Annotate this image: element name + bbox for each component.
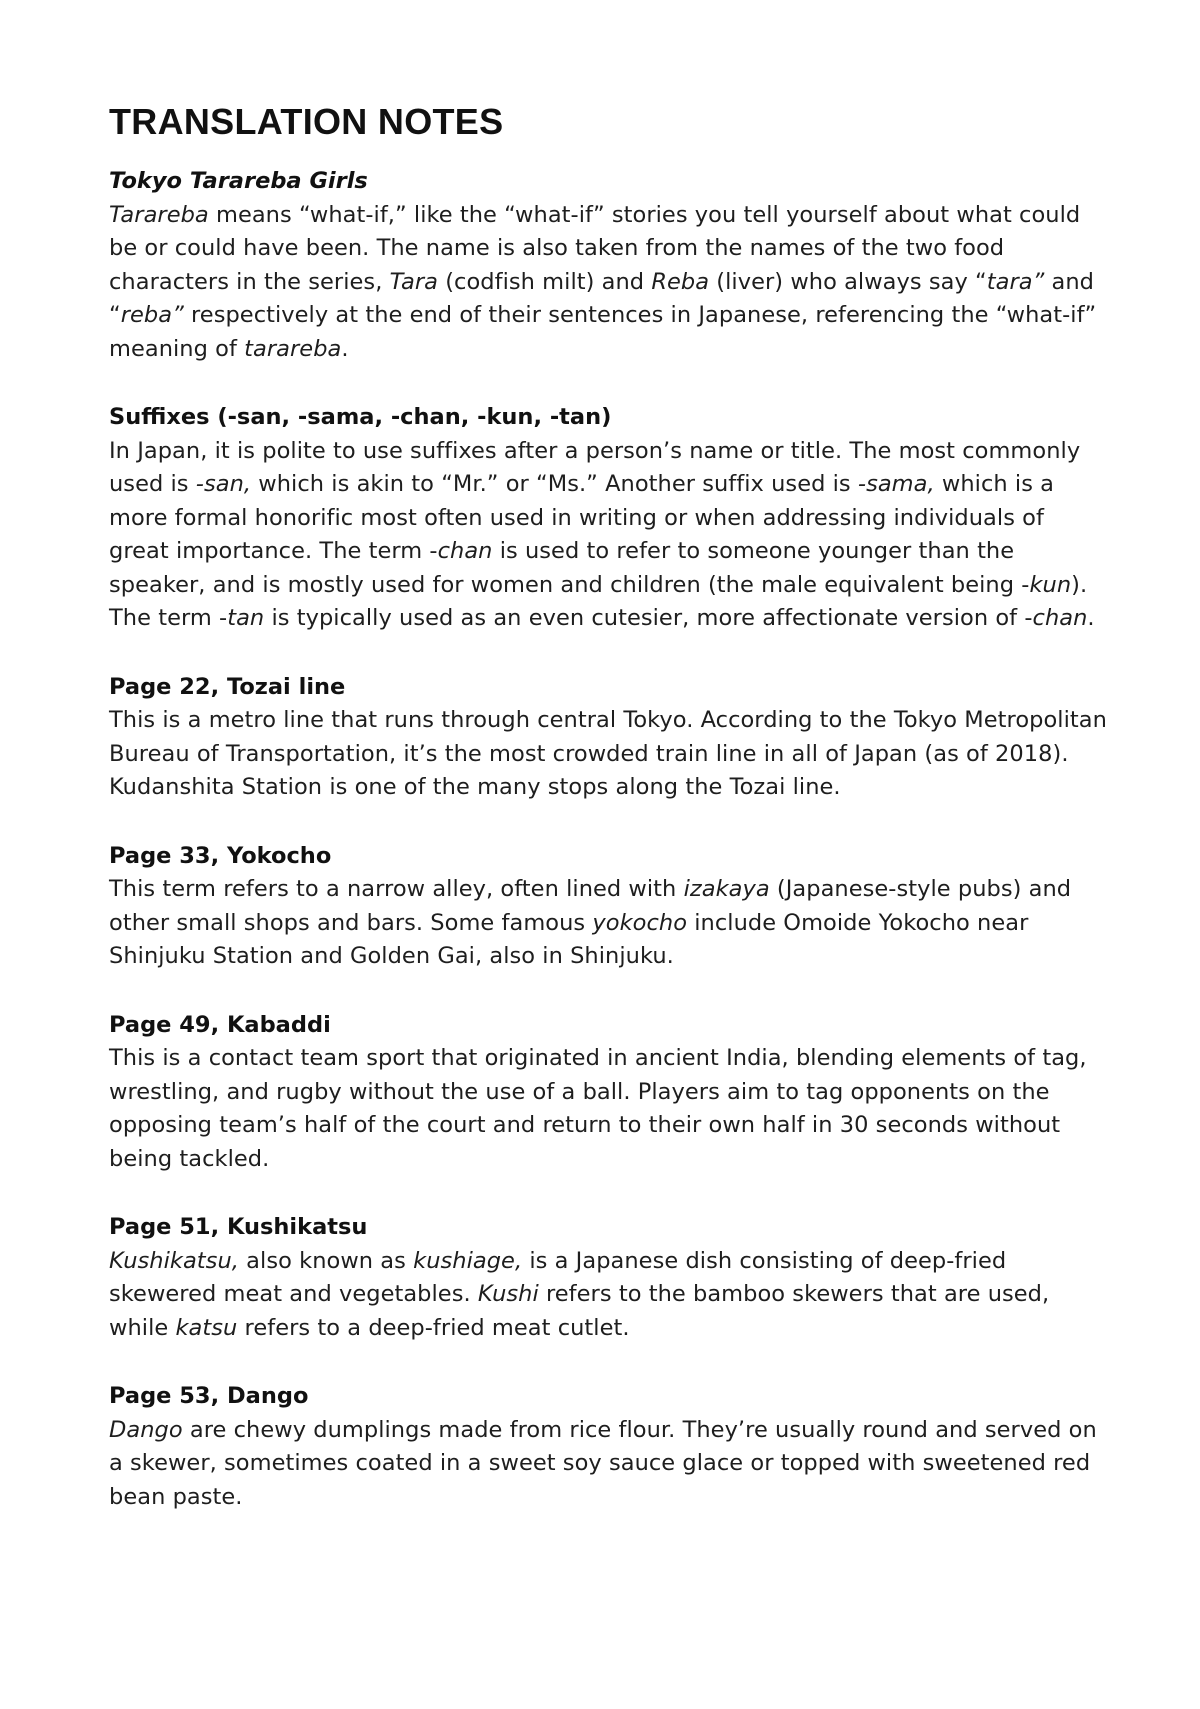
note-section bbox=[109, 1009, 1109, 1177]
italic-term: Tarareba bbox=[109, 201, 209, 228]
italic-term: kushiage, bbox=[413, 1247, 523, 1274]
italic-term: tarareba bbox=[244, 335, 342, 362]
note-body: In Japan, it is polite to use suffixes after a person’s name or title. The most commonly used is -san, which is akin to “Mr.” or “Ms.” Another suffix used is -sama, which is a more formal honorific most often used in writing or when addressing individuals of great importance. The term -chan is used to refer to someone younger than the speaker, and is mostly used for women and children (the male equivalent being -kun). The term -tan is typically used as an even cutesier, more affectionate version of -chan. bbox=[109, 437, 1095, 632]
italic-term: kun bbox=[1029, 571, 1072, 598]
note-body: This term refers to a narrow alley, often lined with izakaya (Japanese-style pubs) and other small shops and bars. Some famous yokocho include Omoide Yokocho near Shinjuku Station and Golden Gai, also in Shinjuku. bbox=[109, 876, 1072, 970]
note-heading: Suffixes (-san, -sama, -chan, -kun, -tan) bbox=[109, 404, 612, 431]
note-section bbox=[109, 671, 1109, 805]
italic-term: Kushi bbox=[477, 1281, 539, 1308]
note-heading: Page 51, Kushikatsu bbox=[109, 1214, 368, 1241]
note-heading: Page 33, Yokocho bbox=[109, 842, 332, 869]
italic-term: katsu bbox=[175, 1314, 238, 1341]
italic-term: reba” bbox=[120, 302, 184, 329]
page-title: TRANSLATION NOTES bbox=[109, 101, 504, 142]
note-section bbox=[109, 1380, 1109, 1514]
notes-list bbox=[109, 165, 1109, 1514]
note-section bbox=[109, 840, 1109, 974]
italic-term: Kushikatsu, bbox=[109, 1247, 239, 1274]
note-section bbox=[109, 165, 1109, 366]
italic-term: Dango bbox=[109, 1416, 183, 1443]
translation-notes-page bbox=[109, 100, 1109, 1549]
note-body: This is a metro line that runs through central Tokyo. According to the Tokyo Metropolitan Bureau of Transportation, it’s the most crowded train line in all of Japan (as of 2018). Kudanshita Station is one of the many stops along the Tozai line. bbox=[109, 707, 1107, 801]
note-heading: Page 53, Dango bbox=[109, 1383, 309, 1410]
italic-term: chan bbox=[1032, 605, 1088, 632]
note-section bbox=[109, 401, 1109, 636]
note-body: Kushikatsu, also known as kushiage, is a Japanese dish consisting of deep-fried skewered meat and vegetables. Kushi refers to the bamboo skewers that are used, while katsu refers to a deep-fried meat cutlet. bbox=[109, 1247, 1050, 1341]
italic-term: tan bbox=[227, 605, 265, 632]
note-body: This is a contact team sport that originated in ancient India, blending elements of tag, wrestling, and rugby without the use of a ball. Players aim to tag opponents on the opposing team’s half of the court and return to their own half in 30 seconds without being tackled. bbox=[109, 1045, 1087, 1172]
note-heading: Page 49, Kabaddi bbox=[109, 1011, 331, 1038]
note-heading: Tokyo Tarareba Girls bbox=[109, 168, 368, 195]
note-heading: Page 22, Tozai line bbox=[109, 673, 346, 700]
note-section bbox=[109, 1211, 1109, 1345]
italic-term: yokocho bbox=[592, 909, 688, 936]
italic-term: Reba bbox=[651, 268, 710, 295]
italic-term: -san, bbox=[195, 471, 252, 498]
italic-term: chan bbox=[437, 538, 493, 565]
italic-term: -sama, bbox=[857, 471, 935, 498]
italic-term: izakaya bbox=[683, 876, 770, 903]
note-body: Tarareba means “what-if,” like the “what-if” stories you tell yourself about what could be or could have been. The name is also taken from the names of the two food characters in the series, Tara (codfish milt) and Reba (liver) who always say “tara” and “reba” respectively at the end of their sentences in Japanese, referencing the “what-if” meaning of tarareba. bbox=[109, 201, 1097, 362]
italic-term: Tara bbox=[389, 268, 439, 295]
italic-term: tara” bbox=[986, 268, 1045, 295]
note-body: Dango are chewy dumplings made from rice flour. They’re usually round and served on a skewer, sometimes coated in a sweet soy sauce glace or topped with sweetened red bean paste. bbox=[109, 1416, 1097, 1510]
